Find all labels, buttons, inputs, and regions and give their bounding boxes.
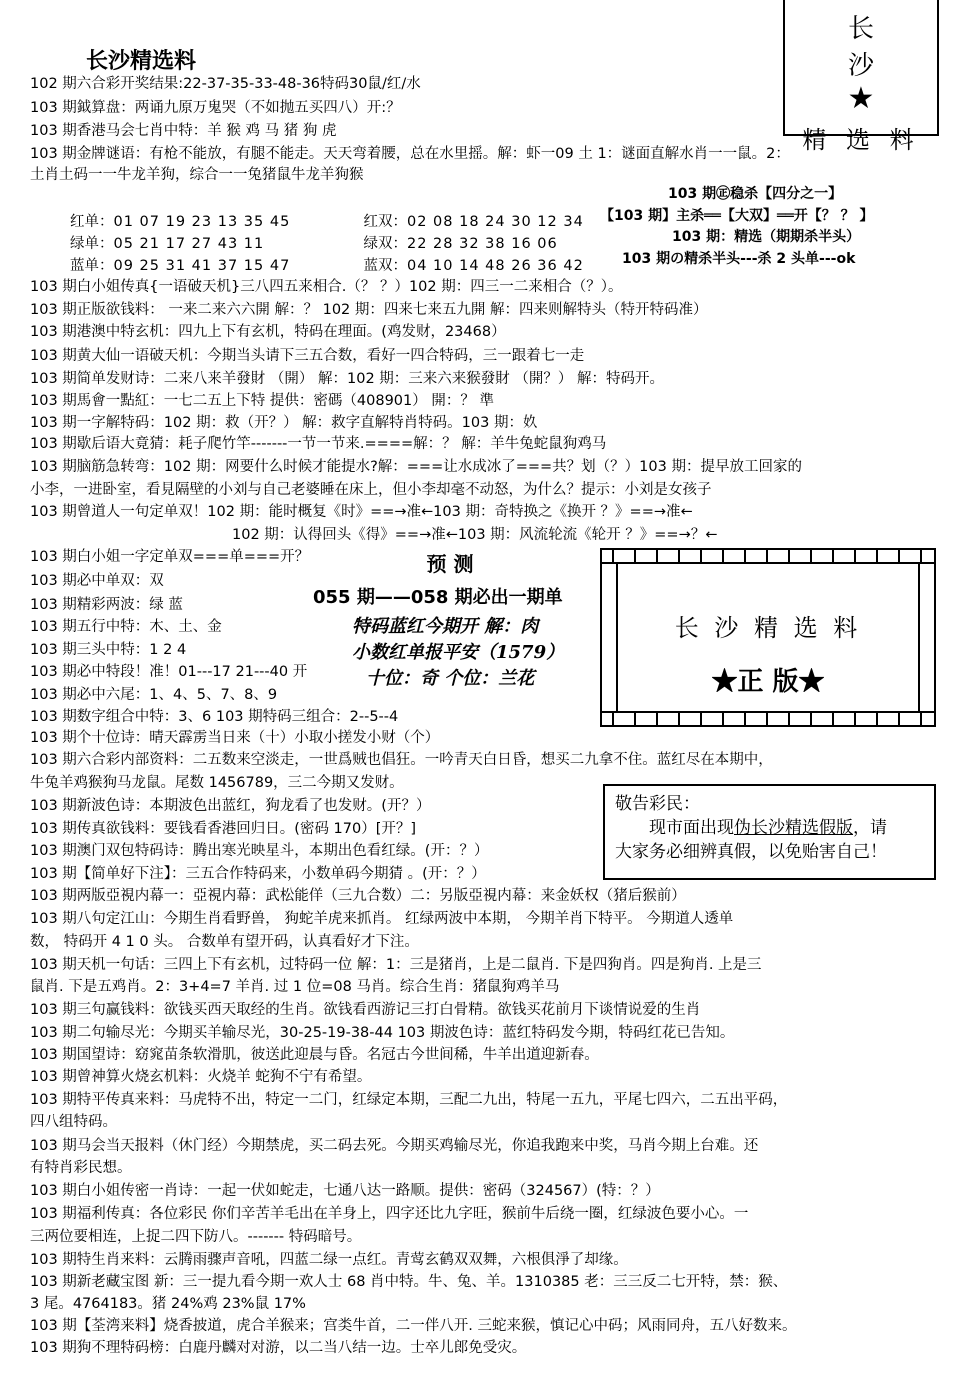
logo-line1: 长 沙: [847, 14, 904, 81]
color-row: 蓝单：09 25 31 41 37 15 47 蓝双：04 10 14 48 26 36 42: [70, 258, 584, 274]
text-line: 103 期三句赢钱料：欲钱买西天取经的生肖。欲钱看西游记三打白骨精。欲钱买花前月下谈情说爱的生肖: [30, 1002, 701, 1018]
text-line: 有特肖彩民想。: [30, 1160, 132, 1176]
text-line: 102 期六合彩开奖结果:22-37-35-33-48-36特码30鼠/红/水: [30, 76, 421, 92]
notice-underline: 伪长沙精选假版: [734, 818, 853, 838]
logo-box: [783, 0, 939, 154]
text-line: 103 期香港马会七肖中特：羊 猴 鸡 马 猪 狗 虎: [30, 123, 337, 139]
text-line: 鼠肖. 下是五鸡肖。2：3+4=7 羊肖. 过 1 位=08 马肖。综合生肖：猪鼠狗鸡羊马: [30, 979, 560, 995]
notice-line: 大家务必细辨真假，以免贻害自己！: [615, 842, 887, 862]
text-line: 数， 特码开 4 1 0 头。 合数单有望开码，认真看好才下注。: [30, 934, 419, 950]
text-line: 103 期馬會一點紅：一七二五上下特 提供：密碼（408901） 開：？ 準: [30, 393, 494, 409]
promo-box: [600, 548, 936, 727]
text-line: 103 期【简单好下注】：三五合作特码来，小数单码今期猜 。(开：？）: [30, 866, 486, 882]
text-line: 103 期金牌谜语：有枪不能放，有腿不能走。天天弯着腰，总在水里摇。解：虾一09 土 1：谜面直解水肖一一鼠。2：: [30, 146, 790, 162]
side-ad: 103 期の精杀半头---杀 2 头单---ok: [622, 251, 856, 267]
text-line: 103 期精彩两波：绿 蓝: [30, 597, 183, 613]
notice-box: 敬告彩民： 现市面出现伪长沙精选假版，请 大家务必细辨真假，以免贻害自己！: [603, 784, 936, 880]
text-line: 三两位要相连，上捉二四下防八。------- 特码暗号。: [30, 1229, 362, 1245]
text-line: 103 期二句输尽光：今期买羊输尽光，30-25-19-38-44 103 期波色诗：蓝红特码发今期，特码红花已告知。: [30, 1025, 735, 1041]
predict-range: 055 期——058 期必出一期单: [313, 587, 563, 608]
text-line: 103 期新波色诗：本期波色出蓝红，狗龙看了也发财。(开？）: [30, 798, 431, 814]
side-ad: 103 期㊣稳杀【四分之一】: [668, 186, 843, 202]
text-line: 103 期【荃湾来料】烧香披道，虎合羊猴来；宫类牛首，二一伴八开. 三蛇来猴，慎记心中码；风雨同舟，五八好数来。: [30, 1318, 797, 1334]
text-line: 103 期六合彩内部资料：二五数来空淡走，一世爲贼也倡狂。一吟青天白日昏，想买二九拿不住。蓝红尽在本期中，: [30, 752, 773, 768]
text-line: 103 期特平传真来料：马虎特不出，特定一二门，红绿定本期，三配二九出，特尾一五九，平尾七四六，二五出平码，: [30, 1092, 788, 1108]
text-line: 103 期个十位诗：晴天霹雳当日来（十）小取小搓发小财（个）: [30, 730, 440, 746]
promo-sub: ★正 版★: [711, 667, 825, 697]
color-row: 红单：01 07 19 23 13 35 45 红双：02 08 18 24 30 12 34: [70, 214, 584, 230]
text-line: 牛兔羊鸡猴狗马龙鼠。尾数 1456789，三二今期又发财。: [30, 775, 404, 791]
text-line: 103 期两版亞視内幕一：亞視内幕：武松能佯（三九合数）二：另版亞視内幕：来金妖权（猪后猴前）: [30, 888, 686, 904]
text-line: 103 期一字解特码：102 期：救（开？） 解：救字直解特肖特码。103 期：奺: [30, 415, 538, 431]
prediction-block: [305, 548, 595, 609]
text-line: 103 期脑筋急转弯：102 期：网要什么时候才能提水?解：===让水成冰了===共？划（？）103 期：提早放工回家的: [30, 459, 802, 475]
notice-head: 敬告彩民：: [615, 794, 700, 814]
text-line: 3 尾。4764183。猪 24%鸡 23%鼠 17%: [30, 1296, 306, 1312]
logo-line2: 精 选 料: [802, 126, 920, 154]
predict-heading: 预 测: [426, 552, 474, 576]
text-line: 103 期必中六尾：1、4、5、7、8、9: [30, 687, 278, 703]
text-line: 土肖土码一一牛龙羊狗，综合一一兔猪鼠牛龙羊狗猴: [30, 167, 364, 183]
text-line: 103 期传真欲钱料：要钱看香港回归日。(密码 170）[开？]: [30, 821, 417, 837]
page-title: 长沙精选料: [86, 49, 197, 74]
text-line: 103 期天机一句话：三四上下有玄机，过特码一位 解：1：三是猪肖，上是二鼠肖. 下是四狗肖。四是狗肖. 上是三: [30, 957, 762, 973]
predict-line: 小数红单报平安（1579）: [352, 642, 565, 663]
text-line: 103 期澳门双包特码诗：腾出寒光映星斗，本期出色看红绿。(开：？）: [30, 843, 489, 859]
text-line: 103 期简单发财诗：二来八来羊發財 （開） 解：102 期：三来六来猴發財 （開？） 解：特码开。: [30, 371, 665, 387]
text-line: 103 期曾神算火烧玄机料：火烧羊 蛇狗不宁有希望。: [30, 1069, 372, 1085]
text-line: 103 期数字组合中特：3、6 103 期特码三组合：2--5--4: [30, 709, 399, 725]
text-line: 103 期曾道人一句定单双！102 期：能时概复《时》==→准←103 期：奇特换之《换开 ？》==→准←: [30, 504, 693, 520]
text-line: 103 期新老藏宝图 新：三一提九看今期一欢人士 68 肖中特。牛、兔、羊。1310385 老：三三反二七开特，禁：猴、: [30, 1274, 788, 1290]
text-line: 103 期福利传真：各位彩民 你们辛苦羊毛出在羊身上，四字还比九字旺，猴前牛后绕一圈，红绿波色要小心。一: [30, 1206, 749, 1222]
color-row: 绿单：05 21 17 27 43 11 绿双：22 28 32 38 16 06: [70, 236, 558, 252]
text-line: 103 期白小姐传密一肖诗：一起一伏如蛇走，七通八达一路顺。提供：密码（324567）(特：？）: [30, 1183, 660, 1199]
text-line: 小李，一进卧室，看見隔壁的小刘与自己老婆睡在床上，但小李却毫不动怒，为什么？提示：小刘是女孩子: [30, 482, 712, 498]
text-line: 四八组特码。: [30, 1114, 117, 1130]
text-line: 102 期：认得回头《得》==→准←103 期：风流轮流《轮开 ？》==→？←: [232, 527, 718, 543]
text-line: 103 期正版欲钱料： 一来二来六六開 解：？ 102 期：四来七来五九開 解：四来则解特头（特开特码准）: [30, 302, 708, 318]
text-line: 103 期白小姐传真{一语破天机}三八四五来相合.（？ ？）102 期：四三一二来相合（？）。: [30, 279, 623, 295]
text-line: 103 期三头中特：1 2 4: [30, 642, 187, 658]
text-line: 103 期白小姐一字定单双===单===开？: [30, 549, 310, 565]
predict-line: 十位：奇 个位：兰花: [366, 668, 535, 689]
text-line: 103 期八句定江山：今期生肖看野兽， 狗蛇羊虎来抓肖。 红绿两波中本期， 今期羊肖下特平。 今期道人透单: [30, 911, 734, 927]
predict-line: 特码蓝红今期开 解：肉: [352, 616, 539, 637]
star-icon: ★: [847, 81, 875, 116]
text-line: 103 期五行中特：木、土、金: [30, 619, 222, 635]
promo-title: 长 沙 精 选 料: [674, 614, 862, 642]
text-line: 103 期必中特段！准！01---17 21---40 开: [30, 664, 308, 680]
text-line: 103 期黄大仙一语破天机：今期当头请下三五合数，看好一四合特码，三一跟着七一走: [30, 348, 585, 364]
text-line: 103 期马会当天报料（休门经）今期禁虎，买二码去死。今期买鸡输尽光，你追我跑来中奖，马肖今期上台难。还: [30, 1138, 759, 1154]
text-line: 103 期特生肖来料：云腾雨骤声音吼，四蓝二绿一点红。青莺玄鹤双双舞，六根俱淨了却缘。: [30, 1252, 628, 1268]
text-line: 103 期歇后语大竟猜：耗子爬竹竿-------一节一节来.====解：？ 解：羊牛兔蛇鼠狗鸡马: [30, 436, 607, 452]
text-line: 103 期鉞算盘：两诵九原万鬼哭（不如抛五买四八）开:？: [30, 100, 401, 116]
side-ad: 103 期：精选（期期杀半头）: [672, 229, 861, 245]
text-line: 103 期狗不理特码榜：白鹿丹麟对对游，以二当八结一边。士卒儿郎免受灾。: [30, 1340, 527, 1356]
text-line: 103 期国望诗：窈窕苗条软滑肌，彼送此迎晨与昏。名冠古今世间稀，牛羊出道迎新春。: [30, 1047, 599, 1063]
text-line: 103 期港澳中特玄机：四九上下有玄机，特码在理面。(鸡发财，23468）: [30, 324, 506, 340]
color-numbers: [70, 211, 584, 277]
side-ad: 【103 期】主杀══【大双】══开【？ ？ 】: [600, 208, 874, 224]
text-line: 103 期必中单双：双: [30, 573, 164, 589]
